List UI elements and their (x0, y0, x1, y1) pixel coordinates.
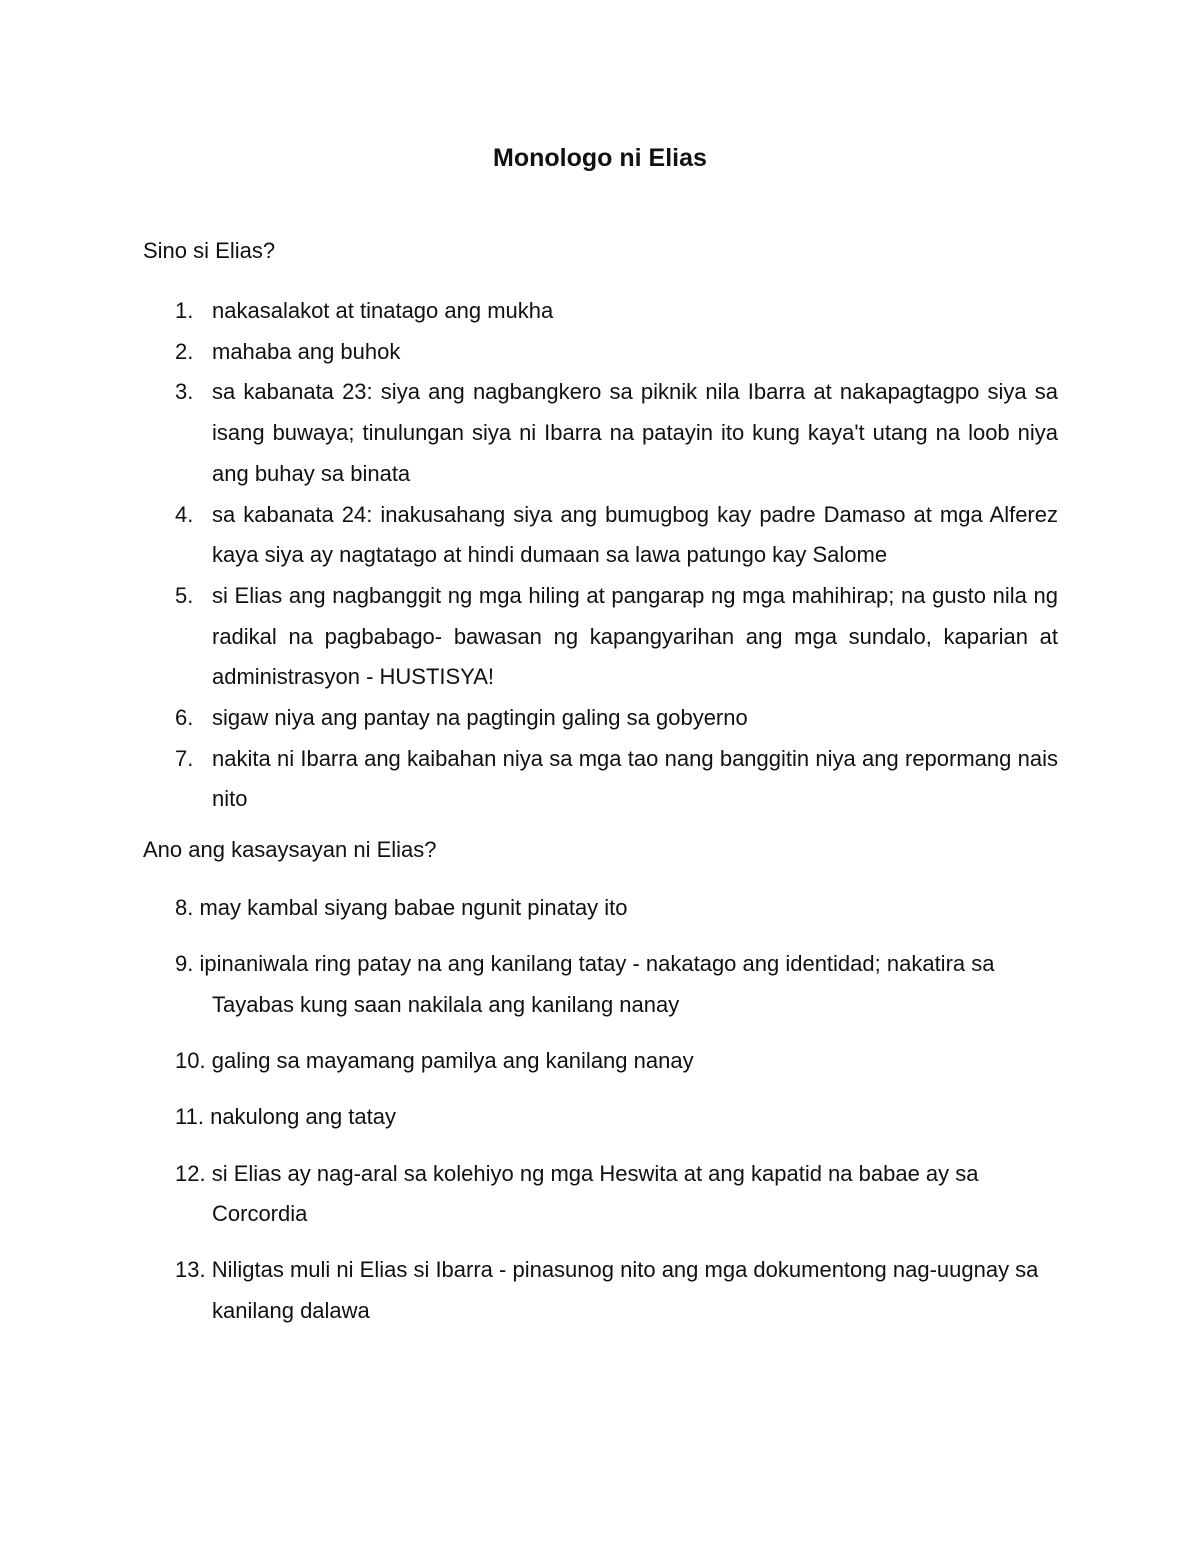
list-item-number: 12. (175, 1160, 206, 1186)
list-item (0, 332, 1058, 373)
list-item (0, 944, 1058, 1025)
list-item-text: galing sa mayamang pamilya ang kanilang nanay (211, 1048, 694, 1074)
list-item-text: sigaw niya ang pantay na pagtingin galing sa gobyerno (212, 705, 748, 731)
list-item-number: 4. (175, 501, 194, 527)
list-item-number: 13. (175, 1257, 206, 1283)
list-item-number: 5. (175, 582, 194, 608)
list-item (0, 495, 1058, 576)
list-item-text: may kambal siyang babae ngunit pinatay ito (199, 895, 628, 920)
list-item-text: Niligtas muli ni Elias si Ibarra - pinasunog nito ang mga dokumentong nag-uugnay sa kanilang dalawa (211, 1257, 1039, 1324)
list-item-text: si Elias ay nag-aral sa kolehiyo ng mga Heswita at ang kapatid na babae ay sa Corcordia (211, 1160, 979, 1227)
list-kasaysayan-ni-elias (0, 888, 1200, 1347)
list-item (0, 291, 1058, 332)
list-item (0, 372, 1058, 494)
list-item (0, 1097, 1058, 1138)
list-item (0, 1154, 1058, 1235)
list-item-number: 2. (175, 338, 194, 364)
list-item-text: sa kabanata 24: inakusahang siya ang bumugbog kay padre Damaso at mga Alferez kaya siya ay nagtatago at hindi dumaan sa lawa patungo kay Salome (212, 501, 1058, 568)
list-item (0, 739, 1058, 820)
list-item-number: 10. (175, 1048, 206, 1074)
section-heading-kasaysayan: Ano ang kasaysayan ni Elias? (143, 837, 437, 862)
list-item-text: ipinaniwala ring patay na ang kanilang tatay - nakatago ang identidad; nakatira sa Tayabas kung saan nakilala ang kanilang nanay (199, 951, 995, 1017)
section-heading-sino: Sino si Elias? (143, 238, 276, 263)
list-item (0, 888, 1058, 929)
list-item-text: sa kabanata 23: siya ang nagbangkero sa piknik nila Ibarra at nakapagtagpo siya sa isang buwaya; tinulungan siya ni Ibarra na patayin ito kung kaya't utang na loob niya ang buhay sa binata (212, 379, 1058, 486)
list-item (0, 1250, 1058, 1331)
list-item (0, 576, 1058, 698)
list-item-text: nakulong ang tatay (210, 1104, 397, 1130)
list-item-text: nakasalakot at tinatago ang mukha (212, 298, 554, 323)
list-item-number: 11. (175, 1104, 204, 1130)
list-item-number: 8. (175, 895, 194, 920)
list-item-number: 3. (175, 379, 194, 405)
list-item-text: nakita ni Ibarra ang kaibahan niya sa mga tao nang banggitin niya ang repormang nais nito (212, 745, 1058, 812)
list-item-number: 9. (175, 951, 194, 977)
list-item-number: 7. (175, 745, 194, 771)
list-item-text: mahaba ang buhok (212, 338, 401, 364)
list-item (0, 698, 1058, 739)
list-item-text: si Elias ang nagbanggit ng mga hiling at pangarap ng mga mahihirap; na gusto nila ng radikal na pagbabago- bawasan ng kapangyarihan ang mga sundalo, kaparian at administrasyon - HUSTISYA! (212, 582, 1058, 690)
list-item-number: 6. (175, 705, 194, 731)
list-item-number: 1. (175, 298, 194, 323)
list-item (0, 1041, 1058, 1082)
page-title: Monologo ni Elias (493, 144, 707, 172)
list-sino-si-elias (0, 291, 1200, 820)
